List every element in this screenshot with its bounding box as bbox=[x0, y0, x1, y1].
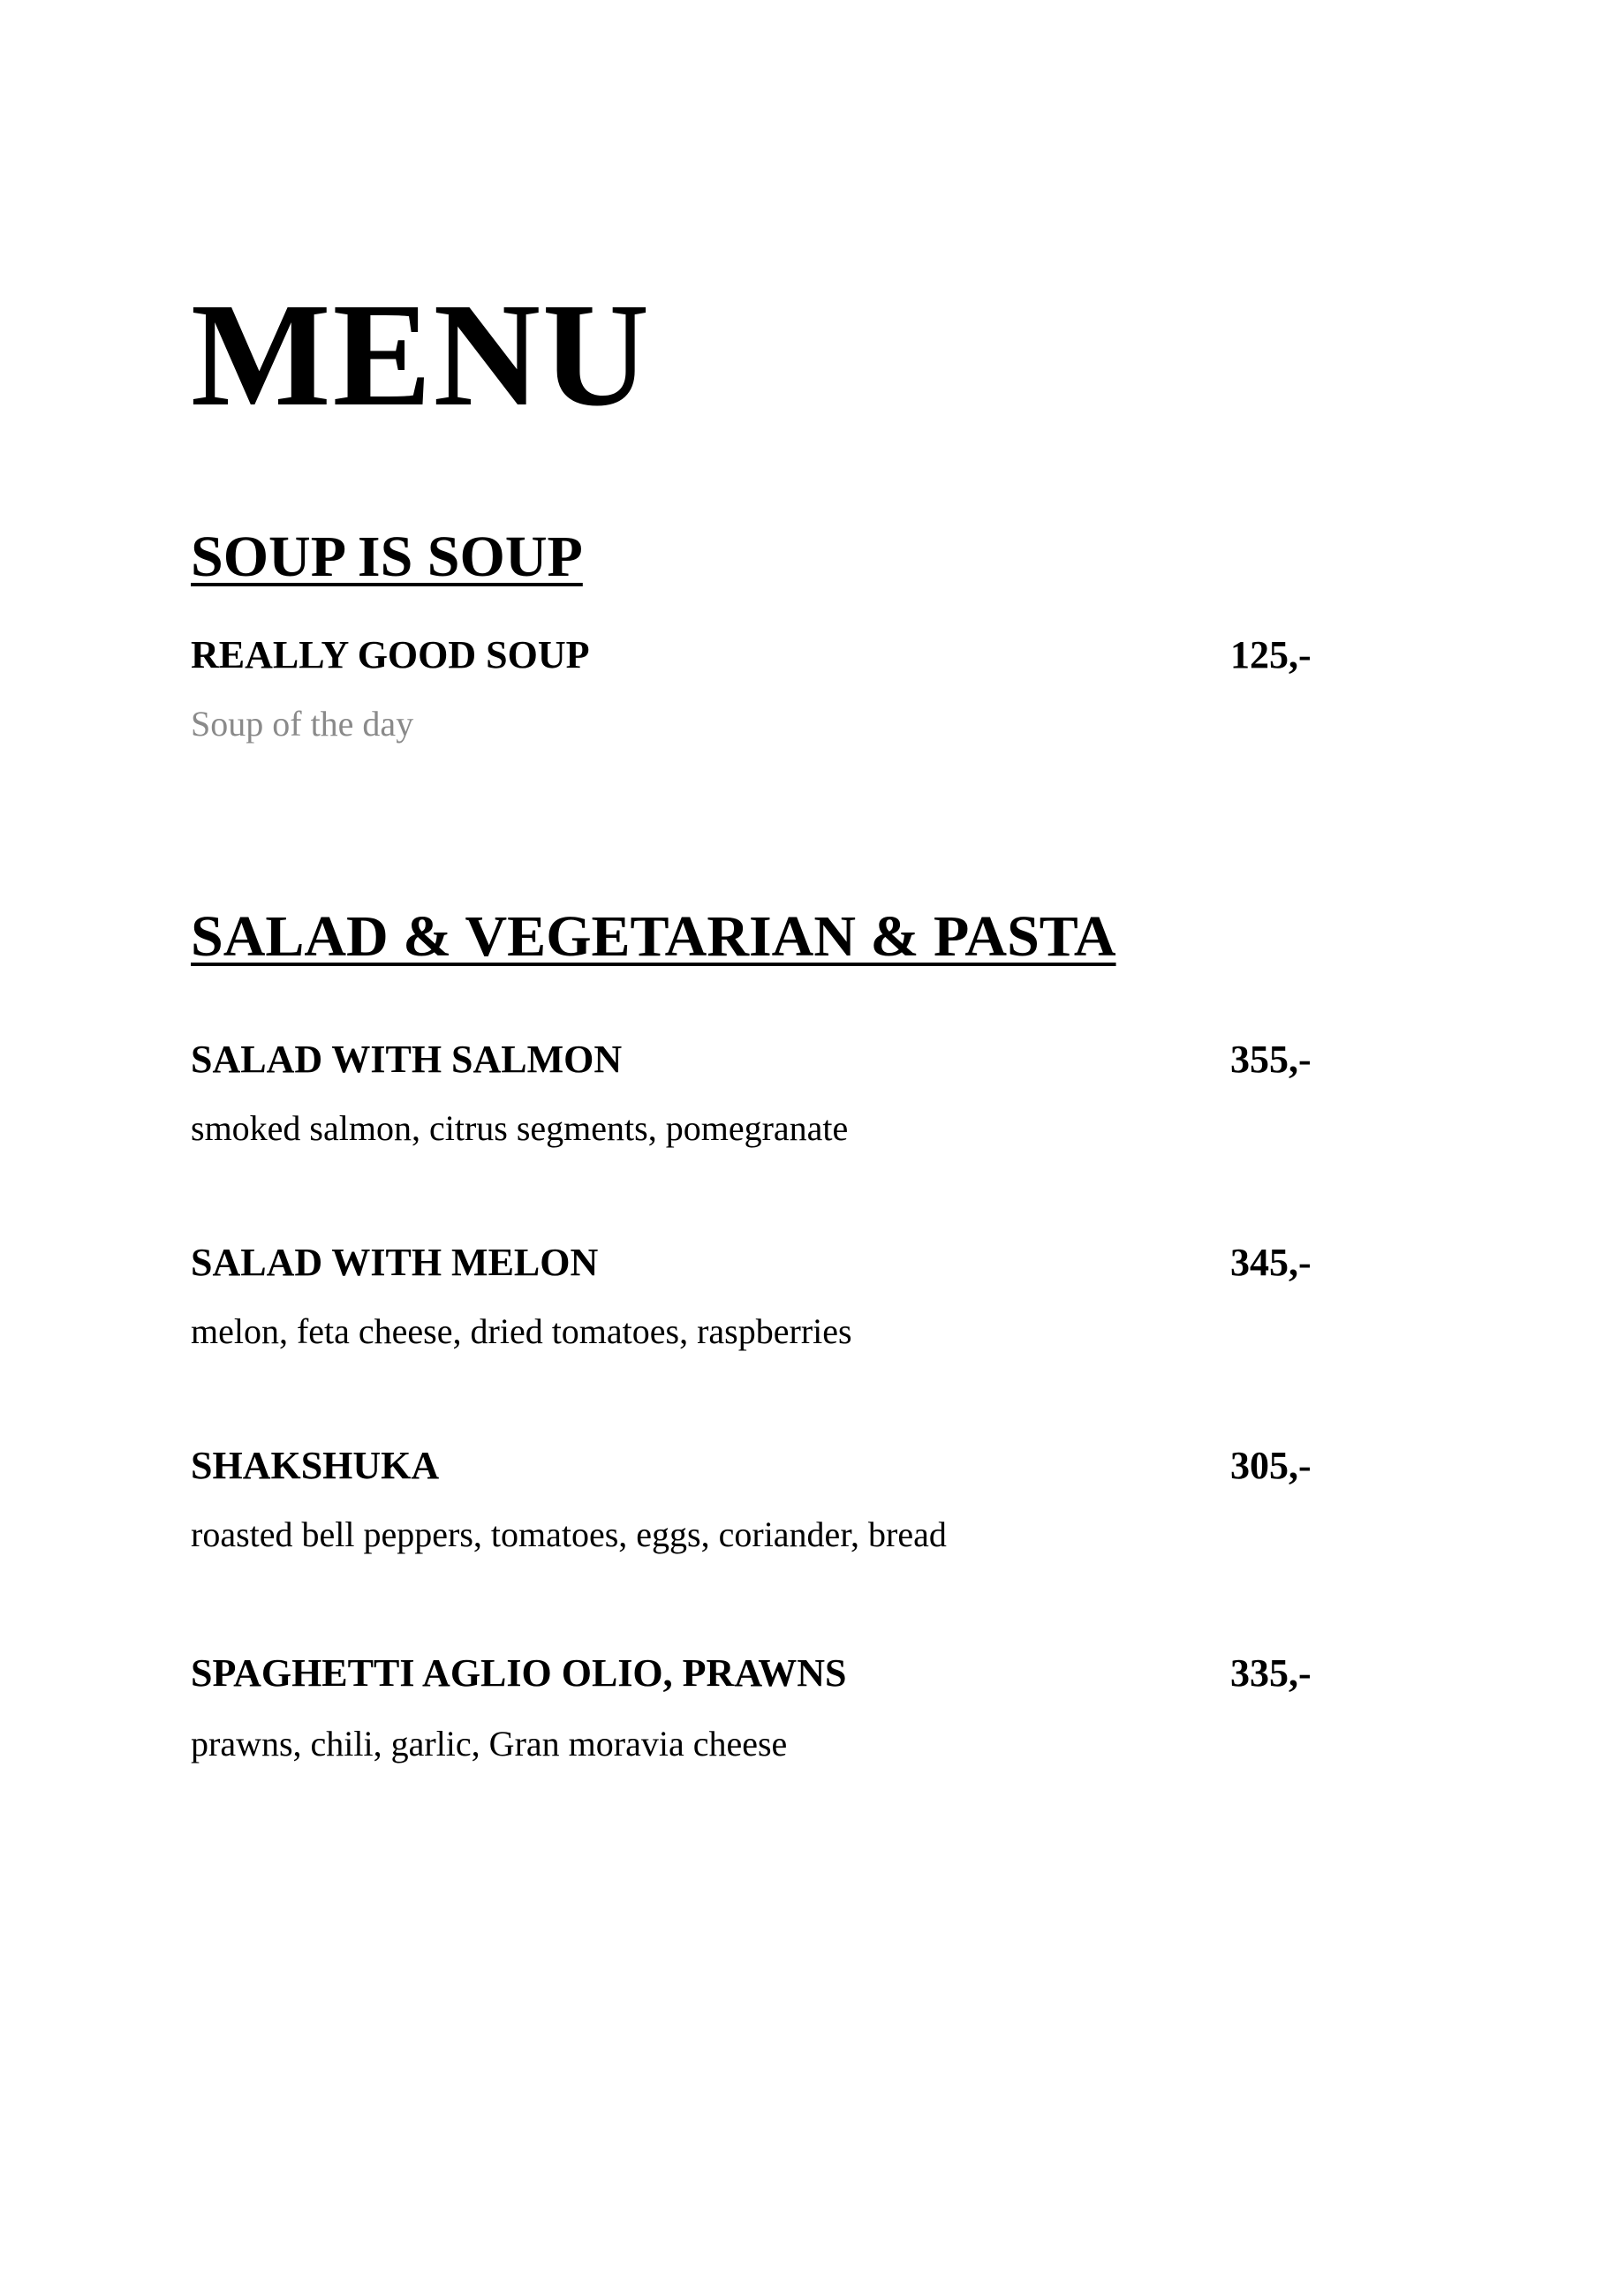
item-price: 305,- bbox=[1230, 1444, 1312, 1487]
item-price: 335,- bbox=[1230, 1651, 1312, 1695]
item-price: 125,- bbox=[1230, 633, 1312, 676]
item-name: SALAD WITH MELON bbox=[191, 1241, 599, 1284]
item-description: Soup of the day bbox=[191, 704, 414, 744]
item-description: smoked salmon, citrus segments, pomegranate bbox=[191, 1108, 849, 1148]
item-description: prawns, chili, garlic, Gran moravia cheese bbox=[191, 1724, 788, 1764]
item-description: melon, feta cheese, dried tomatoes, raspberries bbox=[191, 1311, 852, 1351]
item-name: SALAD WITH SALMON bbox=[191, 1038, 623, 1081]
section-heading-soup: SOUP IS SOUP bbox=[191, 525, 583, 589]
item-price: 355,- bbox=[1230, 1038, 1312, 1081]
page-title: MENU bbox=[191, 273, 652, 437]
section-heading-salad-vegetarian-pasta: SALAD & VEGETARIAN & PASTA bbox=[191, 904, 1116, 969]
item-name: SPAGHETTI AGLIO OLIO, PRAWNS bbox=[191, 1651, 847, 1695]
item-description: roasted bell peppers, tomatoes, eggs, coriander, bread bbox=[191, 1514, 947, 1554]
item-name: SHAKSHUKA bbox=[191, 1444, 440, 1487]
item-name: REALLY GOOD SOUP bbox=[191, 633, 590, 676]
item-price: 345,- bbox=[1230, 1241, 1312, 1284]
